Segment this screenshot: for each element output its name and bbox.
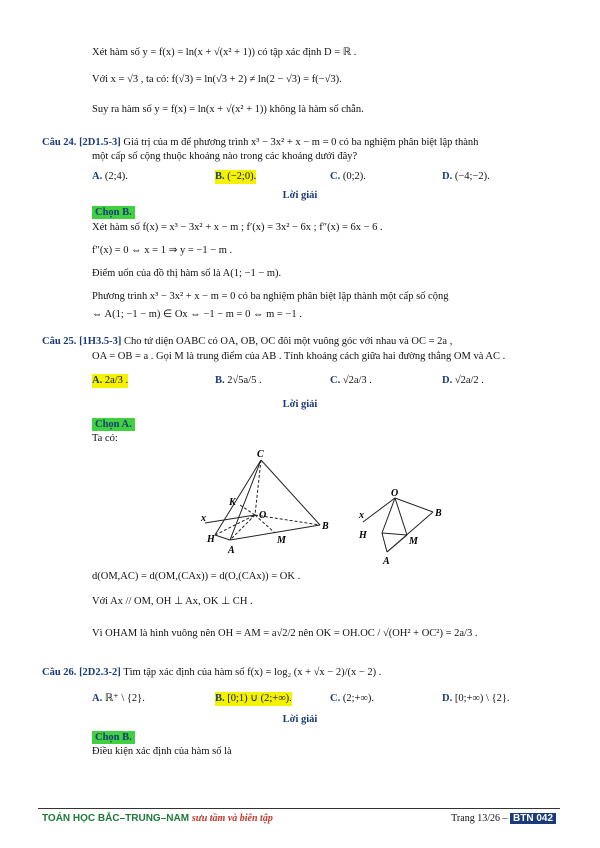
- option-c: C. (0;2).: [330, 171, 366, 182]
- solution-line-3: Vì OHAM là hình vuông nên OH = AM = a√2/2 nên OK = OH.OC / √(OH² + OC²) = 2a/3 .: [92, 628, 478, 639]
- fig1-label-B: B: [322, 521, 329, 532]
- footer-brand: TOÁN HỌC BẮC–TRUNG–NAM sưu tầm và biên tập: [42, 813, 273, 824]
- solution-title: Lời giải: [282, 399, 318, 410]
- question-number: Câu 24.: [42, 137, 77, 148]
- solution-line-0: Ta có:: [92, 433, 118, 444]
- question-number: Câu 25.: [42, 336, 77, 347]
- fig2-label-O: O: [391, 488, 399, 499]
- answer-label: Chọn B.: [92, 206, 135, 219]
- question-text: Tìm tập xác định của hàm số f(x) = log₂ (x + √x − 2)/(x − 2) .: [123, 667, 382, 678]
- question-text: Giá trị của m để phương trình x³ − 3x² + x − m = 0 có ba nghiệm phân biệt lập thành: [123, 137, 479, 148]
- question-tag: [1H3.5-3]: [79, 336, 122, 347]
- solution-title: Lời giải: [282, 190, 318, 201]
- option-c: C. (2;+∞).: [330, 693, 375, 704]
- question-tag: [2D1.5-3]: [79, 137, 121, 148]
- question-25-header: [42, 335, 452, 349]
- question-text-cont: OA = OB = a . Gọi M là trung điểm của AB . Tính khoảng cách giữa hai đường thẳng OM và AC .: [92, 351, 506, 362]
- prev-line-2: Với x = √3 , ta có: f(√3) = ln(√3 + 2) ≠ ln(2 − √3) = f(−√3).: [92, 74, 342, 85]
- option-a: A. 2a/3 .: [92, 375, 129, 386]
- option-d: D. (−4;−2).: [442, 171, 490, 182]
- question-text-cont: một cấp số cộng thuộc khoảng nào trong các khoảng dưới đây?: [92, 151, 358, 162]
- footer-divider: [38, 808, 560, 809]
- solution-line-1: Xét hàm số f(x) = x³ − 3x² + x − m ; f′(x) = 3x² − 6x ; f″(x) = 6x − 6 .: [92, 222, 383, 233]
- answer-label: Chọn B.: [92, 731, 135, 744]
- option-a: A. (2;4).: [92, 171, 128, 182]
- prev-line-1: Xét hàm số y = f(x) = ln(x + √(x² + 1)) có tập xác định D = ℝ .: [92, 47, 357, 58]
- solution-line-5: ⇔ A(1; −1 − m) ∈ Ox ⇔ −1 − m = 0 ⇔ m = −1 .: [92, 309, 302, 320]
- fig2-label-M: M: [409, 536, 418, 547]
- option-b: B. [0;1) ∪ (2;+∞).: [215, 693, 292, 704]
- solution-line-2: f″(x) = 0 ⇔ x = 1 ⇒ y = −1 − m .: [92, 245, 233, 256]
- option-b: B. 2√5a/5 .: [215, 375, 262, 386]
- option-d: D. √2a/2 .: [442, 375, 484, 386]
- footer-code-badge: BTN 042: [510, 813, 556, 824]
- prev-line-3: Suy ra hàm số y = f(x) = ln(x + √(x² + 1)) không là hàm số chẵn.: [92, 104, 364, 115]
- option-a: A. ℝ⁺ \ {2}.: [92, 693, 145, 704]
- fig1-label-x: x: [201, 513, 206, 524]
- fig1-label-M: M: [277, 535, 286, 546]
- question-tag: [2D2.3-2]: [79, 667, 121, 678]
- question-number: Câu 26.: [42, 667, 77, 678]
- fig1-label-A: A: [228, 545, 235, 556]
- square-figure: [355, 488, 455, 568]
- footer-page: Trang 13/26 – BTN 042: [451, 812, 556, 826]
- fig1-label-C: C: [257, 449, 264, 460]
- fig1-label-H: H: [207, 534, 215, 545]
- solution-line-4: Phương trình x³ − 3x² + x − m = 0 có ba nghiệm phân biệt lập thành một cấp số cộng: [92, 291, 449, 302]
- fig2-label-B: B: [435, 508, 442, 519]
- tetrahedron-figure: [195, 445, 345, 565]
- fig1-label-O: O: [259, 510, 267, 521]
- question-26-header: [42, 666, 381, 680]
- fig2-label-A: A: [383, 556, 390, 567]
- question-24-header: [42, 136, 478, 150]
- solution-line-3: Điểm uốn của đồ thị hàm số là A(1; −1 − m).: [92, 268, 282, 279]
- option-d: D. [0;+∞) \ {2}.: [442, 693, 510, 704]
- fig2-label-H: H: [359, 530, 367, 541]
- solution-title: Lời giải: [282, 714, 318, 725]
- answer-label: Chọn A.: [92, 418, 135, 431]
- solution-line-1: d(OM,AC) = d(OM,(CAx)) = d(O,(CAx)) = OK .: [92, 571, 301, 582]
- option-b: B. (−2;0).: [215, 171, 257, 182]
- fig2-label-x: x: [359, 510, 364, 521]
- fig1-label-K: K: [229, 497, 236, 508]
- solution-line-1: Điều kiện xác định của hàm số là: [92, 746, 232, 757]
- question-text: Cho tứ diện OABC có OA, OB, OC đôi một vuông góc với nhau và OC = 2a ,: [123, 336, 453, 347]
- solution-line-2: Với Ax // OM, OH ⊥ Ax, OK ⊥ CH .: [92, 596, 253, 607]
- option-c: C. √2a/3 .: [330, 375, 372, 386]
